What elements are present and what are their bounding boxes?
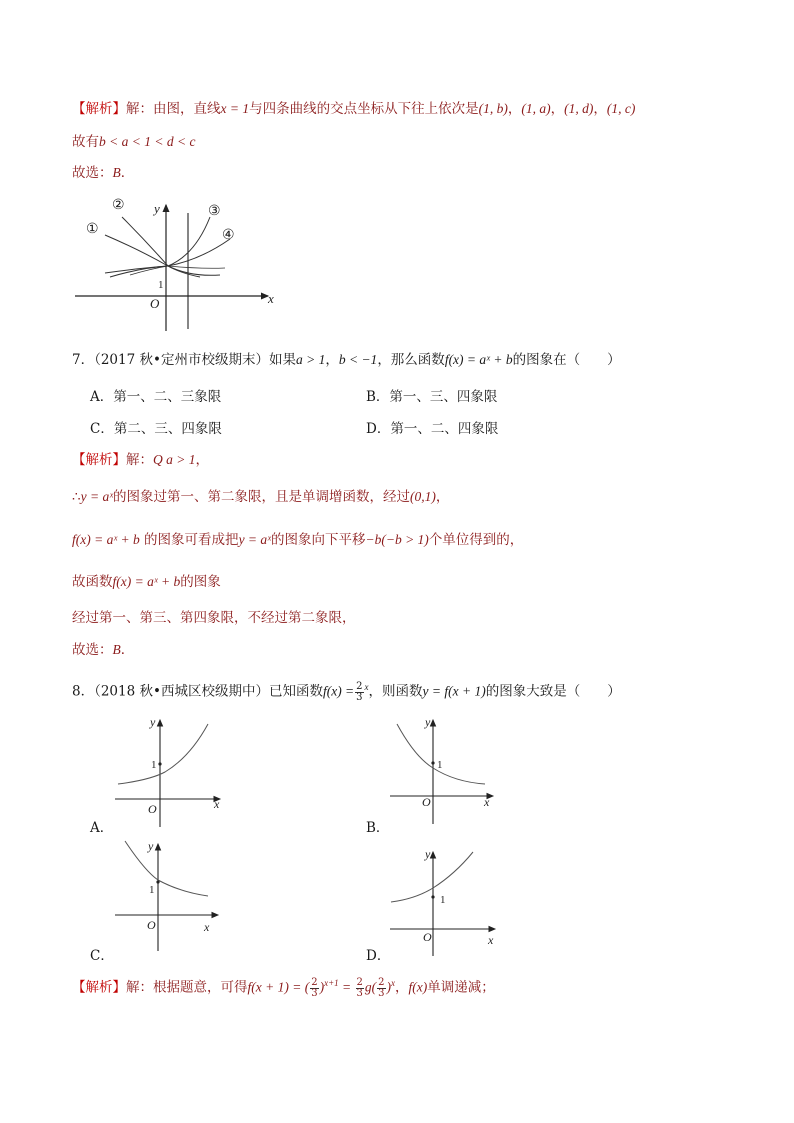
q8-graph-d[interactable] [385,844,510,959]
solution-tag: 【解析】 [72,979,126,996]
q7-option-b[interactable]: B．第一、三、四象限 [366,389,498,405]
graph-c-one: 1 [149,884,155,896]
q7-solution-line6: 故选：B． [72,642,135,658]
graph-a-one: 1 [151,759,157,771]
graph-b-y: y [425,715,431,729]
curve-label-4: ④ [222,228,235,243]
q7-solution-line2: ∴y = aˣ的图象过第一、第二象限，且是单调增函数，经过(0,1)， [72,489,450,505]
q8-graph-a[interactable] [110,712,235,832]
q6-curves-figure [70,195,285,335]
x-axis-label: x [268,291,274,306]
graph-a-x: x [214,797,220,811]
q7-option-c[interactable]: C．第二、三、四象限 [90,421,222,437]
q7-solution-line5: 经过第一、第三、第四象限，不经过第二象限， [72,610,356,626]
graph-a-y: y [150,715,156,729]
curve-label-3: ③ [208,204,221,219]
graph-d-one: 1 [440,894,446,906]
graph-c-x: x [204,920,210,934]
graph-c-o: O [147,918,156,932]
q7-solution-line3: f(x) = aˣ + b 的图象可看成把y = aˣ的图象向下平移−b(−b > 1)个单位得到的， [72,532,524,548]
graph-d-x: x [488,933,494,947]
curve-label-2: ② [112,198,125,213]
graph-b-x: x [484,795,490,809]
q6-solution-line3: 故选：B． [72,165,135,181]
y-axis-label: y [154,201,160,216]
solution-tag: 【解析】 [72,452,126,468]
q8-solution: 【解析】解：根据题意，可得f(x + 1) = ( $\frac{2}{3}$ )$^{x+1}$ = $\frac{2}{3}$ g( $\frac{2}{3}$ )$^x$，f(x)单调递减； [72,976,495,999]
q6-solution-line2: 故有b < a < 1 < d < c [72,134,196,150]
graph-a-o: O [148,802,157,816]
q7-solution-line4: 故函数f(x) = aˣ + b的图象 [72,574,221,590]
q8-graph-b[interactable] [385,712,510,832]
q8-option-a-label[interactable]: A． [90,820,114,836]
q8-option-c-label[interactable]: C． [90,948,114,964]
solution-tag: 【解析】 [72,101,126,117]
q8-graph-c[interactable] [110,836,235,956]
graph-d-y: y [425,847,431,861]
one-label: 1 [158,279,164,291]
q7-solution-line1: 【解析】解：Q a > 1， [72,452,209,468]
q7-option-d[interactable]: D．第一、二、四象限 [366,421,499,437]
q7-stem: 7．（2017 秋•定州市校级期末）如果a > 1，b < −1，那么函数f(x) = aˣ + b的图象在（ ） [72,352,621,368]
q8-stem: 8．（2018 秋•西城区校级期中）已知函数f(x) = $\frac{2}{3}$ $^x$，则函数y = f(x + 1)的图象大致是（ ） [72,680,621,703]
graph-d-o: O [423,930,432,944]
graph-c-y: y [148,839,154,853]
graph-b-one: 1 [437,759,443,771]
q8-option-d-label[interactable]: D． [366,948,391,964]
q6-solution-line1: 【解析】解：由图，直线x = 1与四条曲线的交点坐标从下往上依次是(1, b)，(1, a)，(1, d)，(1, c) [72,101,636,117]
origin-label: O [150,296,160,311]
graph-b-o: O [422,795,431,809]
curve-label-1: ① [86,222,99,237]
q8-option-b-label[interactable]: B． [366,820,390,836]
q7-option-a[interactable]: A．第一、二、三象限 [90,389,222,405]
fraction-two-thirds: $\frac{2}{3}$ [356,680,363,703]
